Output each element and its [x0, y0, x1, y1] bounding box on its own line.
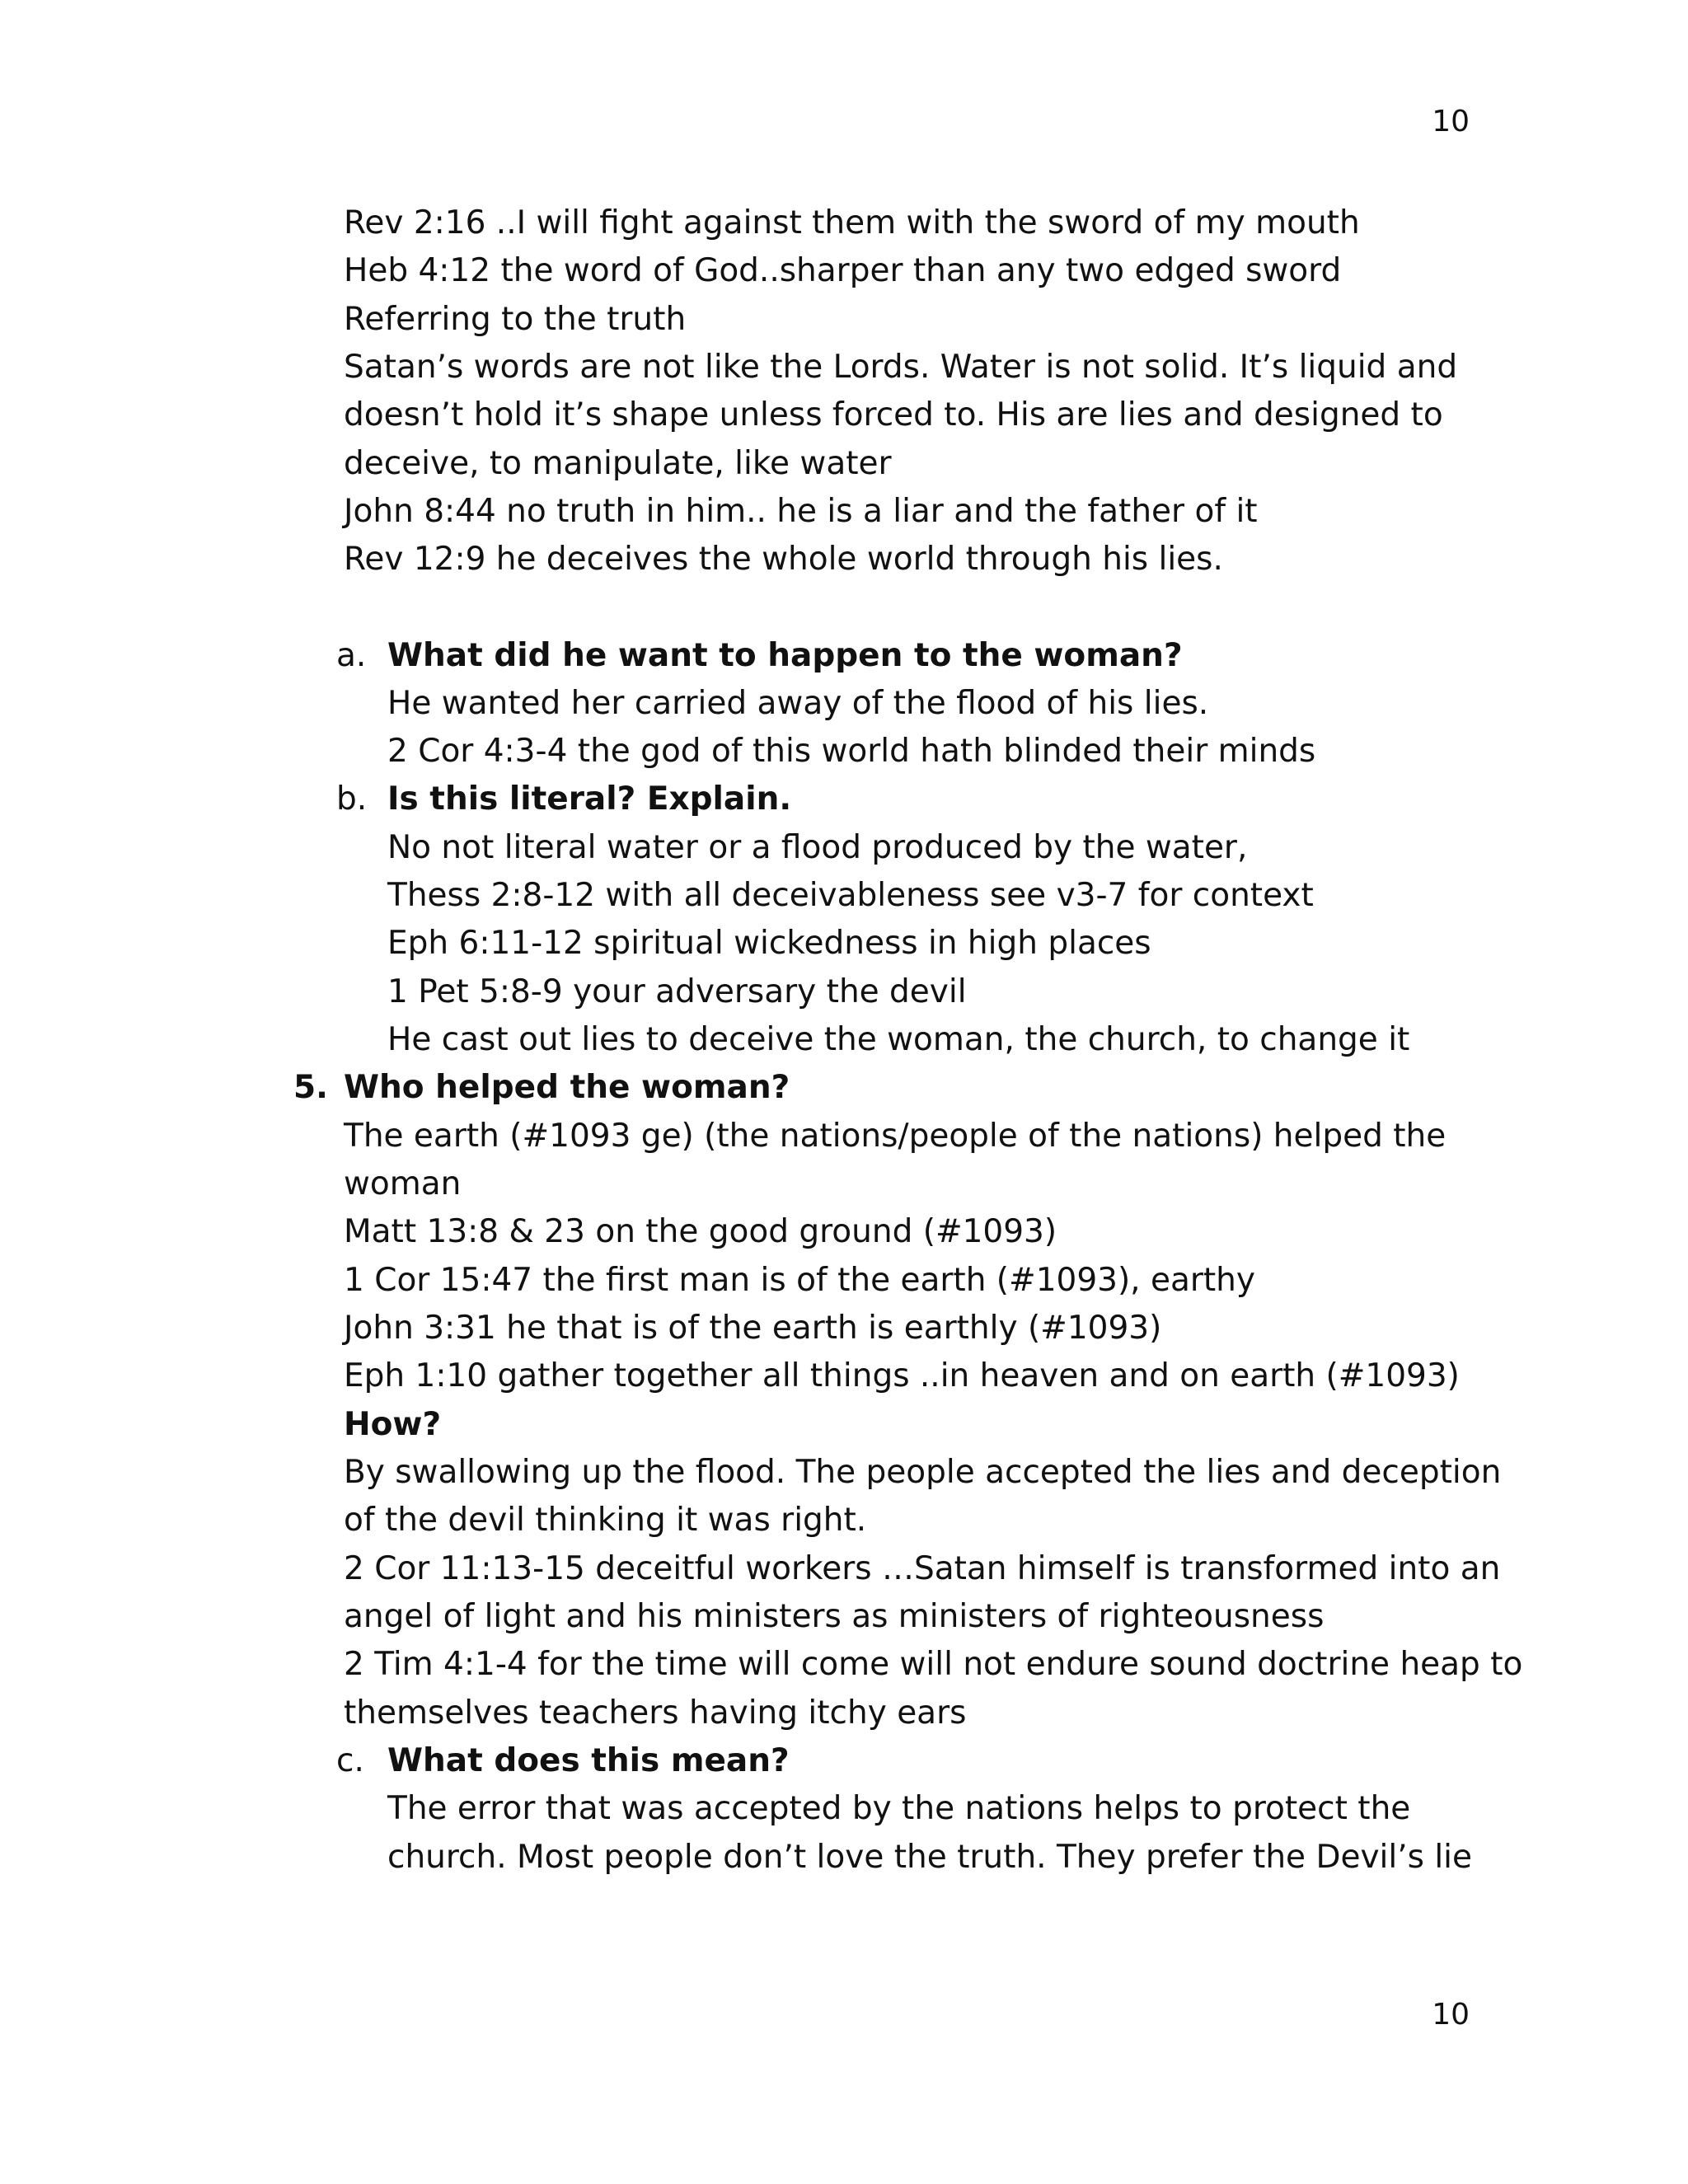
- answer-line: 2 Cor 4:3-4 the god of this world hath blinded their minds: [387, 733, 1316, 770]
- list-label-c: c.: [336, 1742, 364, 1779]
- answer-line: He cast out lies to deceive the woman, the church, to change it: [387, 1021, 1410, 1058]
- intro-line: doesn’t hold it’s shape unless forced to. His are lies and designed to: [344, 396, 1443, 434]
- intro-line: Rev 2:16 ..I will fight against them with the sword of my mouth: [344, 204, 1360, 241]
- answer-line: Matt 13:8 & 23 on the good ground (#1093): [344, 1213, 1057, 1250]
- page-number-top: 10: [1432, 105, 1470, 138]
- answer-line: The earth (#1093 ge) (the nations/people of the nations) helped the: [344, 1118, 1447, 1155]
- answer-line: Eph 6:11-12 spiritual wickedness in high places: [387, 925, 1151, 962]
- answer-line: of the devil thinking it was right.: [344, 1502, 867, 1539]
- answer-line: 2 Cor 11:13-15 deceitful workers …Satan himself is transformed into an: [344, 1550, 1501, 1587]
- answer-line: John 3:31 he that is of the earth is earthly (#1093): [344, 1310, 1162, 1347]
- answer-line: Thess 2:8-12 with all deceivableness see v3-7 for context: [387, 877, 1314, 914]
- answer-line: 1 Cor 15:47 the first man is of the earth (#1093), earthy: [344, 1262, 1255, 1299]
- intro-line: deceive, to manipulate, like water: [344, 445, 892, 482]
- question-a: What did he want to happen to the woman?: [387, 637, 1183, 674]
- answer-line: church. Most people don’t love the truth. They prefer the Devil’s lie: [387, 1839, 1473, 1876]
- list-label-a: a.: [336, 637, 367, 674]
- answer-line: angel of light and his ministers as ministers of righteousness: [344, 1598, 1325, 1635]
- intro-line: Referring to the truth: [344, 301, 687, 338]
- list-label-5: 5.: [293, 1069, 328, 1106]
- answer-line: Eph 1:10 gather together all things ..in heaven and on earth (#1093): [344, 1357, 1460, 1394]
- intro-line: John 8:44 no truth in him.. he is a liar and the father of it: [344, 493, 1258, 530]
- question-c: What does this mean?: [387, 1742, 790, 1779]
- intro-line: Heb 4:12 the word of God..sharper than any two edged sword: [344, 252, 1342, 289]
- list-label-b: b.: [336, 780, 368, 818]
- question-b: Is this literal? Explain.: [387, 780, 792, 818]
- answer-line: He wanted her carried away of the flood of his lies.: [387, 685, 1209, 722]
- intro-line: Rev 12:9 he deceives the whole world through his lies.: [344, 541, 1223, 578]
- page-number-bottom: 10: [1432, 1998, 1470, 2032]
- question-5: Who helped the woman?: [344, 1069, 790, 1106]
- answer-line: 2 Tim 4:1-4 for the time will come will not endure sound doctrine heap to: [344, 1646, 1523, 1683]
- how-heading: How?: [344, 1406, 442, 1443]
- answer-line: woman: [344, 1165, 462, 1202]
- answer-line: By swallowing up the flood. The people accepted the lies and deception: [344, 1454, 1502, 1491]
- intro-line: Satan’s words are not like the Lords. Water is not solid. It’s liquid and: [344, 349, 1458, 386]
- answer-line: 1 Pet 5:8-9 your adversary the devil: [387, 973, 967, 1010]
- answer-line: No not literal water or a flood produced by the water,: [387, 829, 1248, 866]
- answer-line: The error that was accepted by the nations helps to protect the: [387, 1790, 1411, 1827]
- answer-line: themselves teachers having itchy ears: [344, 1694, 967, 1732]
